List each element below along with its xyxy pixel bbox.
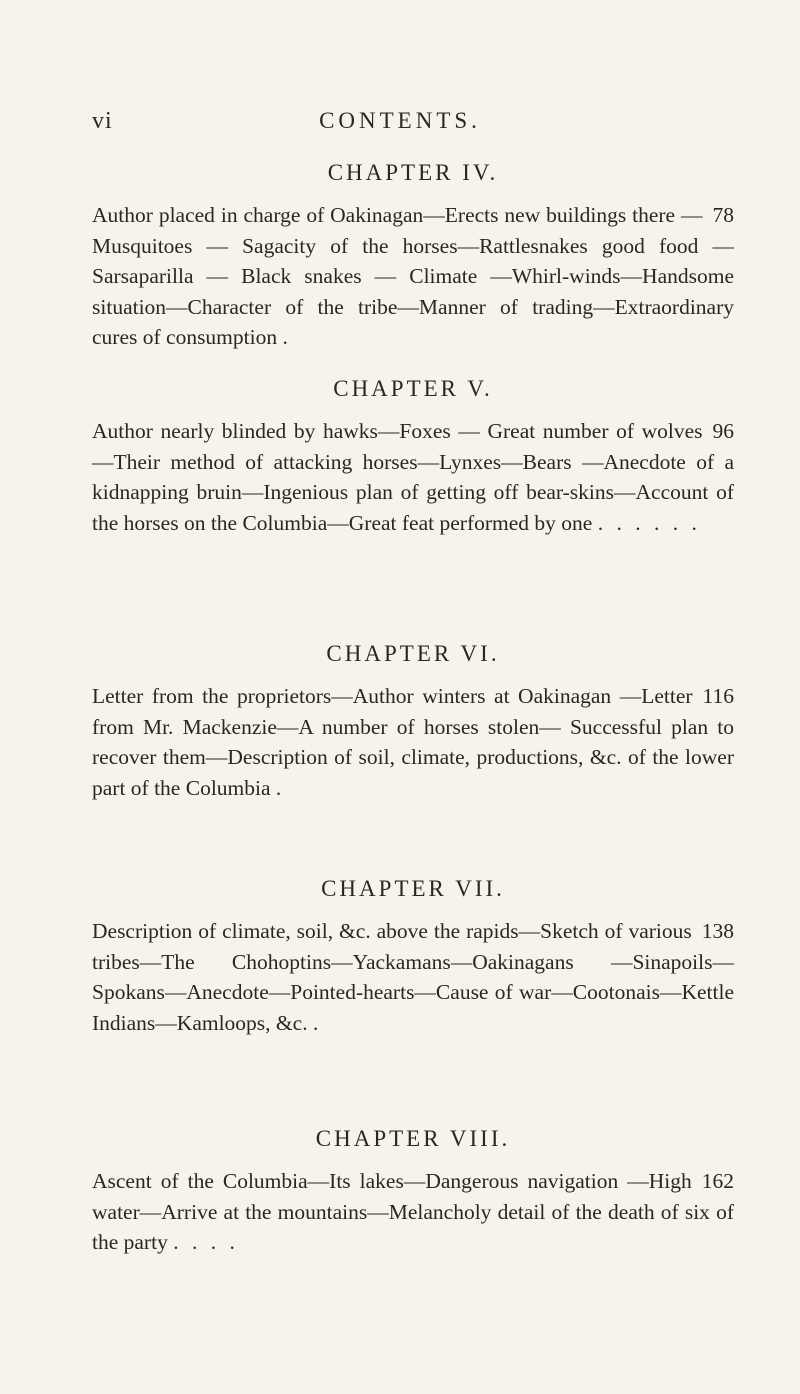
- running-title: CONTENTS.: [319, 108, 481, 133]
- chapter-entry-iv: [92, 160, 734, 353]
- dot-leader: .: [282, 325, 292, 349]
- page-number: vi: [92, 108, 113, 134]
- summary-text: Letter from the proprietors—Author winters at Oakinagan —Letter from Mr. Mackenzie—A number of horses stolen— Successful plan to recover them—Description of soil, climate, productions, &c. of the lower part of the Columbia: [92, 684, 734, 800]
- chapter-entry-vii: [92, 876, 734, 1038]
- chapter-heading: CHAPTER IV.: [327, 160, 499, 185]
- summary-text: Description of climate, soil, &c. above the rapids—Sketch of various tribes—The Chohoptins—Yackamans—Oakinagans —Sinapoils—Spokans—Anecdote—Pointed-hearts—Cause of war—Cootonais—Kettle Indians—Kamloops, &c.: [92, 919, 734, 1035]
- chapter-summary: [92, 200, 734, 353]
- chapter-heading: CHAPTER V.: [333, 376, 493, 401]
- page-reference: 138: [701, 919, 734, 943]
- page-reference: 78: [712, 203, 734, 227]
- chapter-summary: [92, 416, 734, 538]
- summary-text: Author placed in charge of Oakinagan—Erects new buildings there — Musquitoes — Sagacity of the horses—Rattlesnakes good food — Sarsaparilla — Black snakes — Climate —Whirl-winds—Handsome situation—Character of the tribe—Manner of trading—Extraordinary cures of consumption: [92, 203, 734, 349]
- chapter-summary: [92, 681, 734, 803]
- chapter-summary: [92, 1166, 734, 1258]
- chapter-entry-viii: [92, 1126, 734, 1258]
- chapter-entry-vi: [92, 641, 734, 803]
- chapter-heading: CHAPTER VII.: [321, 876, 505, 901]
- summary-text: Author nearly blinded by hawks—Foxes — Great number of wolves—Their method of attacking horses—Lynxes—Bears —Anecdote of a kidnapping bruin—Ingenious plan of getting off bear-skins—Account of the horses on the Columbia—Great feat performed by one: [92, 419, 734, 535]
- dot-leader: . . . .: [173, 1230, 239, 1254]
- running-head: [0, 108, 800, 138]
- dot-leader: . . . . . .: [597, 510, 701, 535]
- page-reference: 96: [712, 419, 734, 443]
- chapter-heading: CHAPTER VIII.: [315, 1126, 511, 1151]
- dot-leader: .: [275, 775, 286, 800]
- page-reference: 162: [701, 1169, 734, 1193]
- dot-leader: .: [312, 1010, 323, 1035]
- summary-text: Ascent of the Columbia—Its lakes—Dangerous navigation —High water—Arrive at the mountains—Melancholy detail of the death of six of the party: [92, 1169, 734, 1254]
- chapter-heading: CHAPTER VI.: [326, 641, 500, 666]
- chapter-entry-v: [92, 376, 734, 538]
- page-reference: 116: [702, 684, 734, 708]
- chapter-summary: [92, 916, 734, 1038]
